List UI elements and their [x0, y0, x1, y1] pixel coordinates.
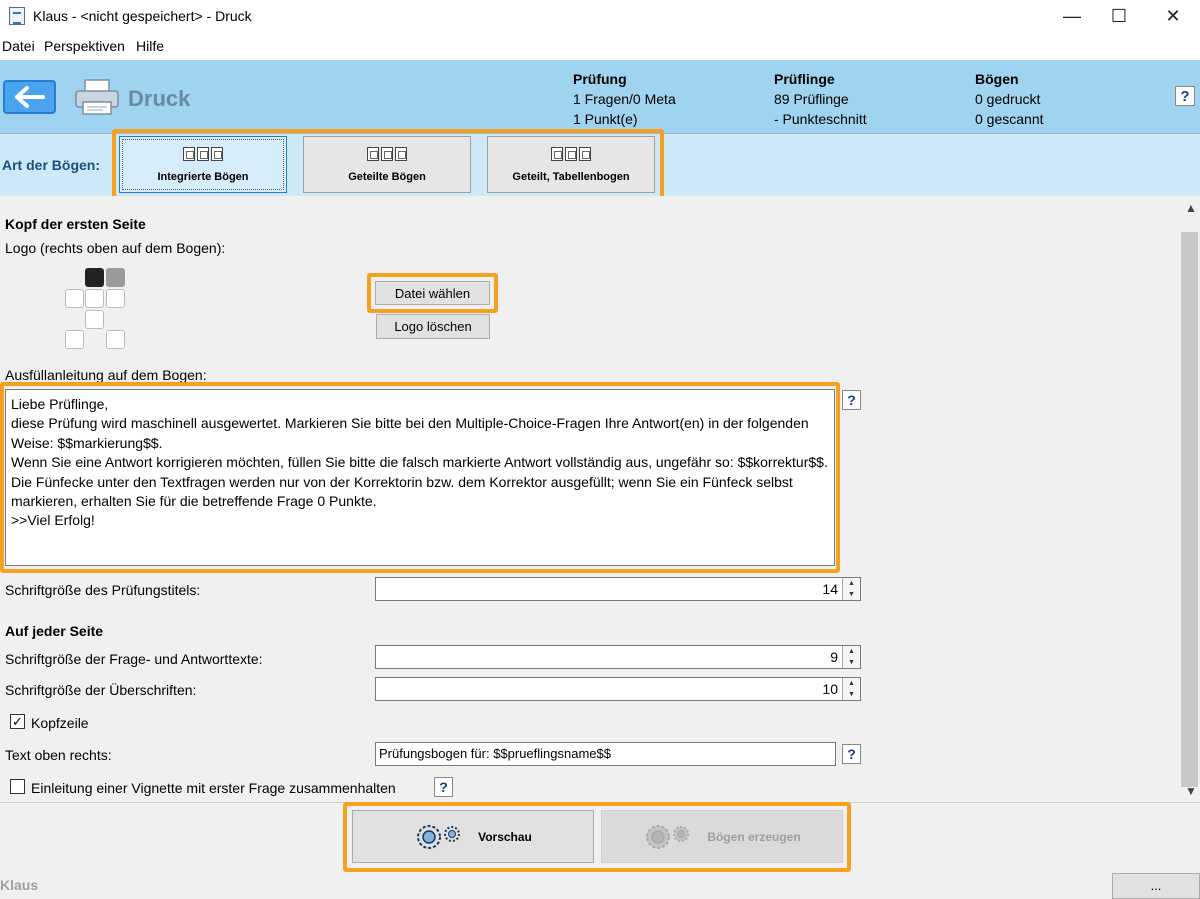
header-line-checkbox[interactable]: ✓ [10, 714, 25, 729]
qa-font-spinner[interactable] [375, 645, 861, 669]
spinner-arrows-icon[interactable]: ▲ ▼ [842, 678, 860, 700]
arrow-left-icon [13, 85, 47, 109]
title-font-label: Schriftgröße des Prüfungstitels: [5, 582, 201, 598]
split-sheets-icon [304, 147, 470, 163]
text-top-right-label: Text oben rechts: [5, 747, 112, 763]
qa-font-value: 9 [830, 649, 838, 665]
sheet-type-table-button[interactable] [487, 136, 655, 193]
heading-font-spinner[interactable] [375, 677, 861, 701]
pruefung-points: 1 Punkt(e) [573, 111, 638, 127]
sheet-type-split-button[interactable] [303, 136, 471, 193]
boegen-scanned: 0 gescannt [975, 111, 1044, 127]
close-button[interactable]: ✕ [1165, 6, 1181, 26]
sheet-type-label: Art der Bögen: [2, 157, 100, 173]
menu-bar [0, 34, 1200, 58]
status-bar [0, 872, 1200, 899]
page-title: Druck [128, 86, 191, 111]
preview-button[interactable] [352, 810, 594, 863]
minimize-button[interactable]: — [1063, 6, 1081, 26]
scroll-up-icon[interactable]: ▲ [1185, 201, 1197, 215]
scroll-down-icon[interactable]: ▼ [1185, 784, 1197, 798]
integrated-sheets-icon [120, 147, 286, 163]
spinner-arrows-icon[interactable]: ▲ ▼ [842, 646, 860, 668]
first-page-section-title: Kopf der ersten Seite [5, 216, 146, 232]
text-top-right-help-button[interactable]: ? [842, 744, 861, 764]
boegen-printed: 0 gedruckt [975, 91, 1041, 107]
pruefung-title: Prüfung [573, 71, 627, 87]
choose-file-button[interactable]: Datei wählen [375, 281, 490, 305]
preview-label: Vorschau [478, 829, 532, 844]
app-icon [9, 7, 25, 25]
boegen-title: Bögen [975, 71, 1019, 87]
heading-font-value: 10 [822, 681, 838, 697]
sheet-type-integrated-label: Integrierte Bögen [157, 171, 249, 183]
back-button[interactable] [3, 80, 56, 114]
status-more-button[interactable]: ... [1112, 873, 1200, 899]
help-button-header[interactable]: ? [1175, 86, 1195, 106]
sheet-type-split-label: Geteilte Bögen [348, 171, 426, 183]
instructions-textarea[interactable]: Liebe Prüflinge, diese Prüfung wird maschinell ausgewertet. Markieren Sie bitte bei den Multiple-Choice-Fragen Ihre Antwort(en) in der folgenden Weise: $$markierung$$. Wenn Sie eine Antwort korrigieren möchten, füllen Sie bitte die falsch markierte Antwort vollständig aus, ungefähr so: $$korrektur$$. Die Fünfecke unter den Textfragen werden nur von der Korrektorin bzw. dem Korrektor ausgefüllt; wenn Sie ein Fünfeck selbst markieren, erhalten Sie für die betreffende Frage 0 Punkte. >>Viel Erfolg! [5, 389, 835, 566]
title-font-spinner[interactable] [375, 577, 861, 601]
instructions-label: Ausfüllanleitung auf dem Bogen: [5, 367, 207, 383]
logo-label: Logo (rechts oben auf dem Bogen): [5, 240, 226, 256]
maximize-button[interactable]: ☐ [1110, 6, 1128, 26]
prueflinge-count: 89 Prüflinge [774, 91, 849, 107]
gears-icon [414, 820, 464, 854]
pruefung-questions: 1 Fragen/0 Meta [573, 91, 676, 107]
prueflinge-title: Prüflinge [774, 71, 835, 87]
printer-icon [73, 78, 121, 116]
every-page-section-title: Auf jeder Seite [5, 623, 104, 639]
gears-icon [643, 820, 693, 854]
menu-datei[interactable]: Datei [2, 38, 35, 54]
scroll-thumb[interactable] [1181, 232, 1198, 787]
sheet-type-integrated-button[interactable] [119, 136, 287, 193]
menu-perspektiven[interactable]: Perspektiven [44, 38, 125, 54]
window-title: Klaus - <nicht gespeichert> - Druck [33, 8, 252, 24]
vignette-checkbox[interactable] [10, 779, 25, 794]
menu-hilfe[interactable]: Hilfe [136, 38, 165, 54]
generate-sheets-label: Bögen erzeugen [707, 829, 801, 844]
prueflinge-average: - Punkteschnitt [774, 111, 867, 127]
delete-logo-button[interactable]: Logo löschen [376, 314, 490, 339]
table-sheets-icon [488, 147, 654, 163]
sheet-type-table-label: Geteilt, Tabellenbogen [512, 171, 630, 183]
instructions-help-button[interactable]: ? [842, 390, 861, 410]
text-top-right-input[interactable]: Prüfungsbogen für: $$prueflingsname$$ [375, 742, 836, 766]
status-text: Klaus [0, 877, 39, 893]
spinner-arrows-icon[interactable]: ▲ ▼ [842, 578, 860, 600]
heading-font-label: Schriftgröße der Überschriften: [5, 682, 197, 698]
vignette-help-button[interactable]: ? [434, 777, 453, 797]
vignette-label: Einleitung einer Vignette mit erster Frage zusammenhalten [31, 780, 396, 796]
logo-preview [65, 268, 127, 352]
generate-sheets-button[interactable] [601, 810, 843, 863]
header-line-label: Kopfzeile [31, 715, 89, 731]
title-font-value: 14 [822, 581, 838, 597]
qa-font-label: Schriftgröße der Frage- und Antworttexte: [5, 651, 263, 667]
